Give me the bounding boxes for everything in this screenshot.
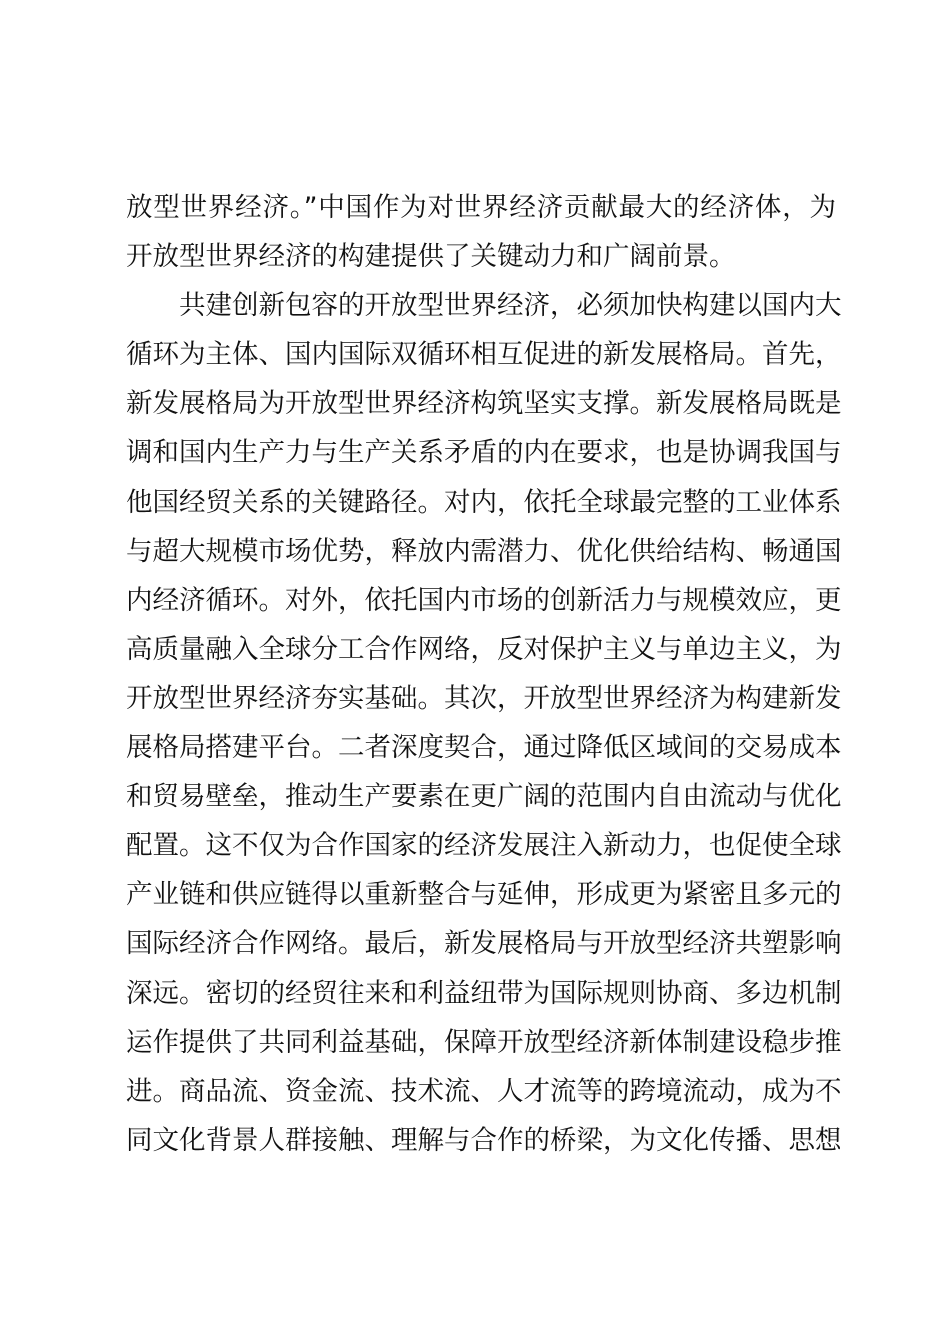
text-line: 配置。这不仅为合作国家的经济发展注入新动力，也促使全球: [126, 830, 842, 862]
text-line: 产业链和供应链得以重新整合与延伸，形成更为紧密且多元的: [126, 879, 842, 911]
text-line: 深远。密切的经贸往来和利益纽带为国际规则协商、多边机制: [126, 977, 842, 1009]
text-line: 调和国内生产力与生产关系矛盾的内在要求，也是协调我国与: [126, 437, 842, 469]
text-line: 他国经贸关系的关键路径。对内，依托全球最完整的工业体系: [126, 486, 842, 518]
text-line: 展格局搭建平台。二者深度契合，通过降低区域间的交易成本: [126, 732, 842, 764]
text-line: 开放型世界经济的构建提供了关键动力和广阔前景。: [126, 241, 736, 273]
text-line: 开放型世界经济夯实基础。其次，开放型世界经济为构建新发: [126, 682, 842, 714]
text-line: 新发展格局为开放型世界经济构筑坚实支撑。新发展格局既是: [126, 388, 842, 420]
text-line: 进。商品流、资金流、技术流、人才流等的跨境流动，成为不: [126, 1075, 842, 1107]
text-line: 放型世界经济。”中国作为对世界经济贡献最大的经济体，为: [126, 192, 836, 223]
text-line: 内经济循环。对外，依托国内市场的创新活力与规模效应，更: [126, 584, 842, 616]
text-line: 国际经济合作网络。最后，新发展格局与开放型经济共塑影响: [126, 928, 842, 960]
text-line: 高质量融入全球分工合作网络，反对保护主义与单边主义，为: [126, 633, 842, 665]
text-line: 同文化背景人群接触、理解与合作的桥梁，为文化传播、思想: [126, 1124, 842, 1156]
text-line: 和贸易壁垒，推动生产要素在更广阔的范围内自由流动与优化: [126, 781, 842, 813]
text-line: 共建创新包容的开放型世界经济，必须加快构建以国内大: [126, 290, 842, 322]
text-line: 循环为主体、国内国际双循环相互促进的新发展格局。首先，: [126, 339, 842, 371]
text-line: 与超大规模市场优势，释放内需潜力、优化供给结构、畅通国: [126, 535, 842, 567]
text-line: 运作提供了共同利益基础，保障开放型经济新体制建设稳步推: [126, 1026, 842, 1058]
body-text: [126, 183, 842, 1165]
